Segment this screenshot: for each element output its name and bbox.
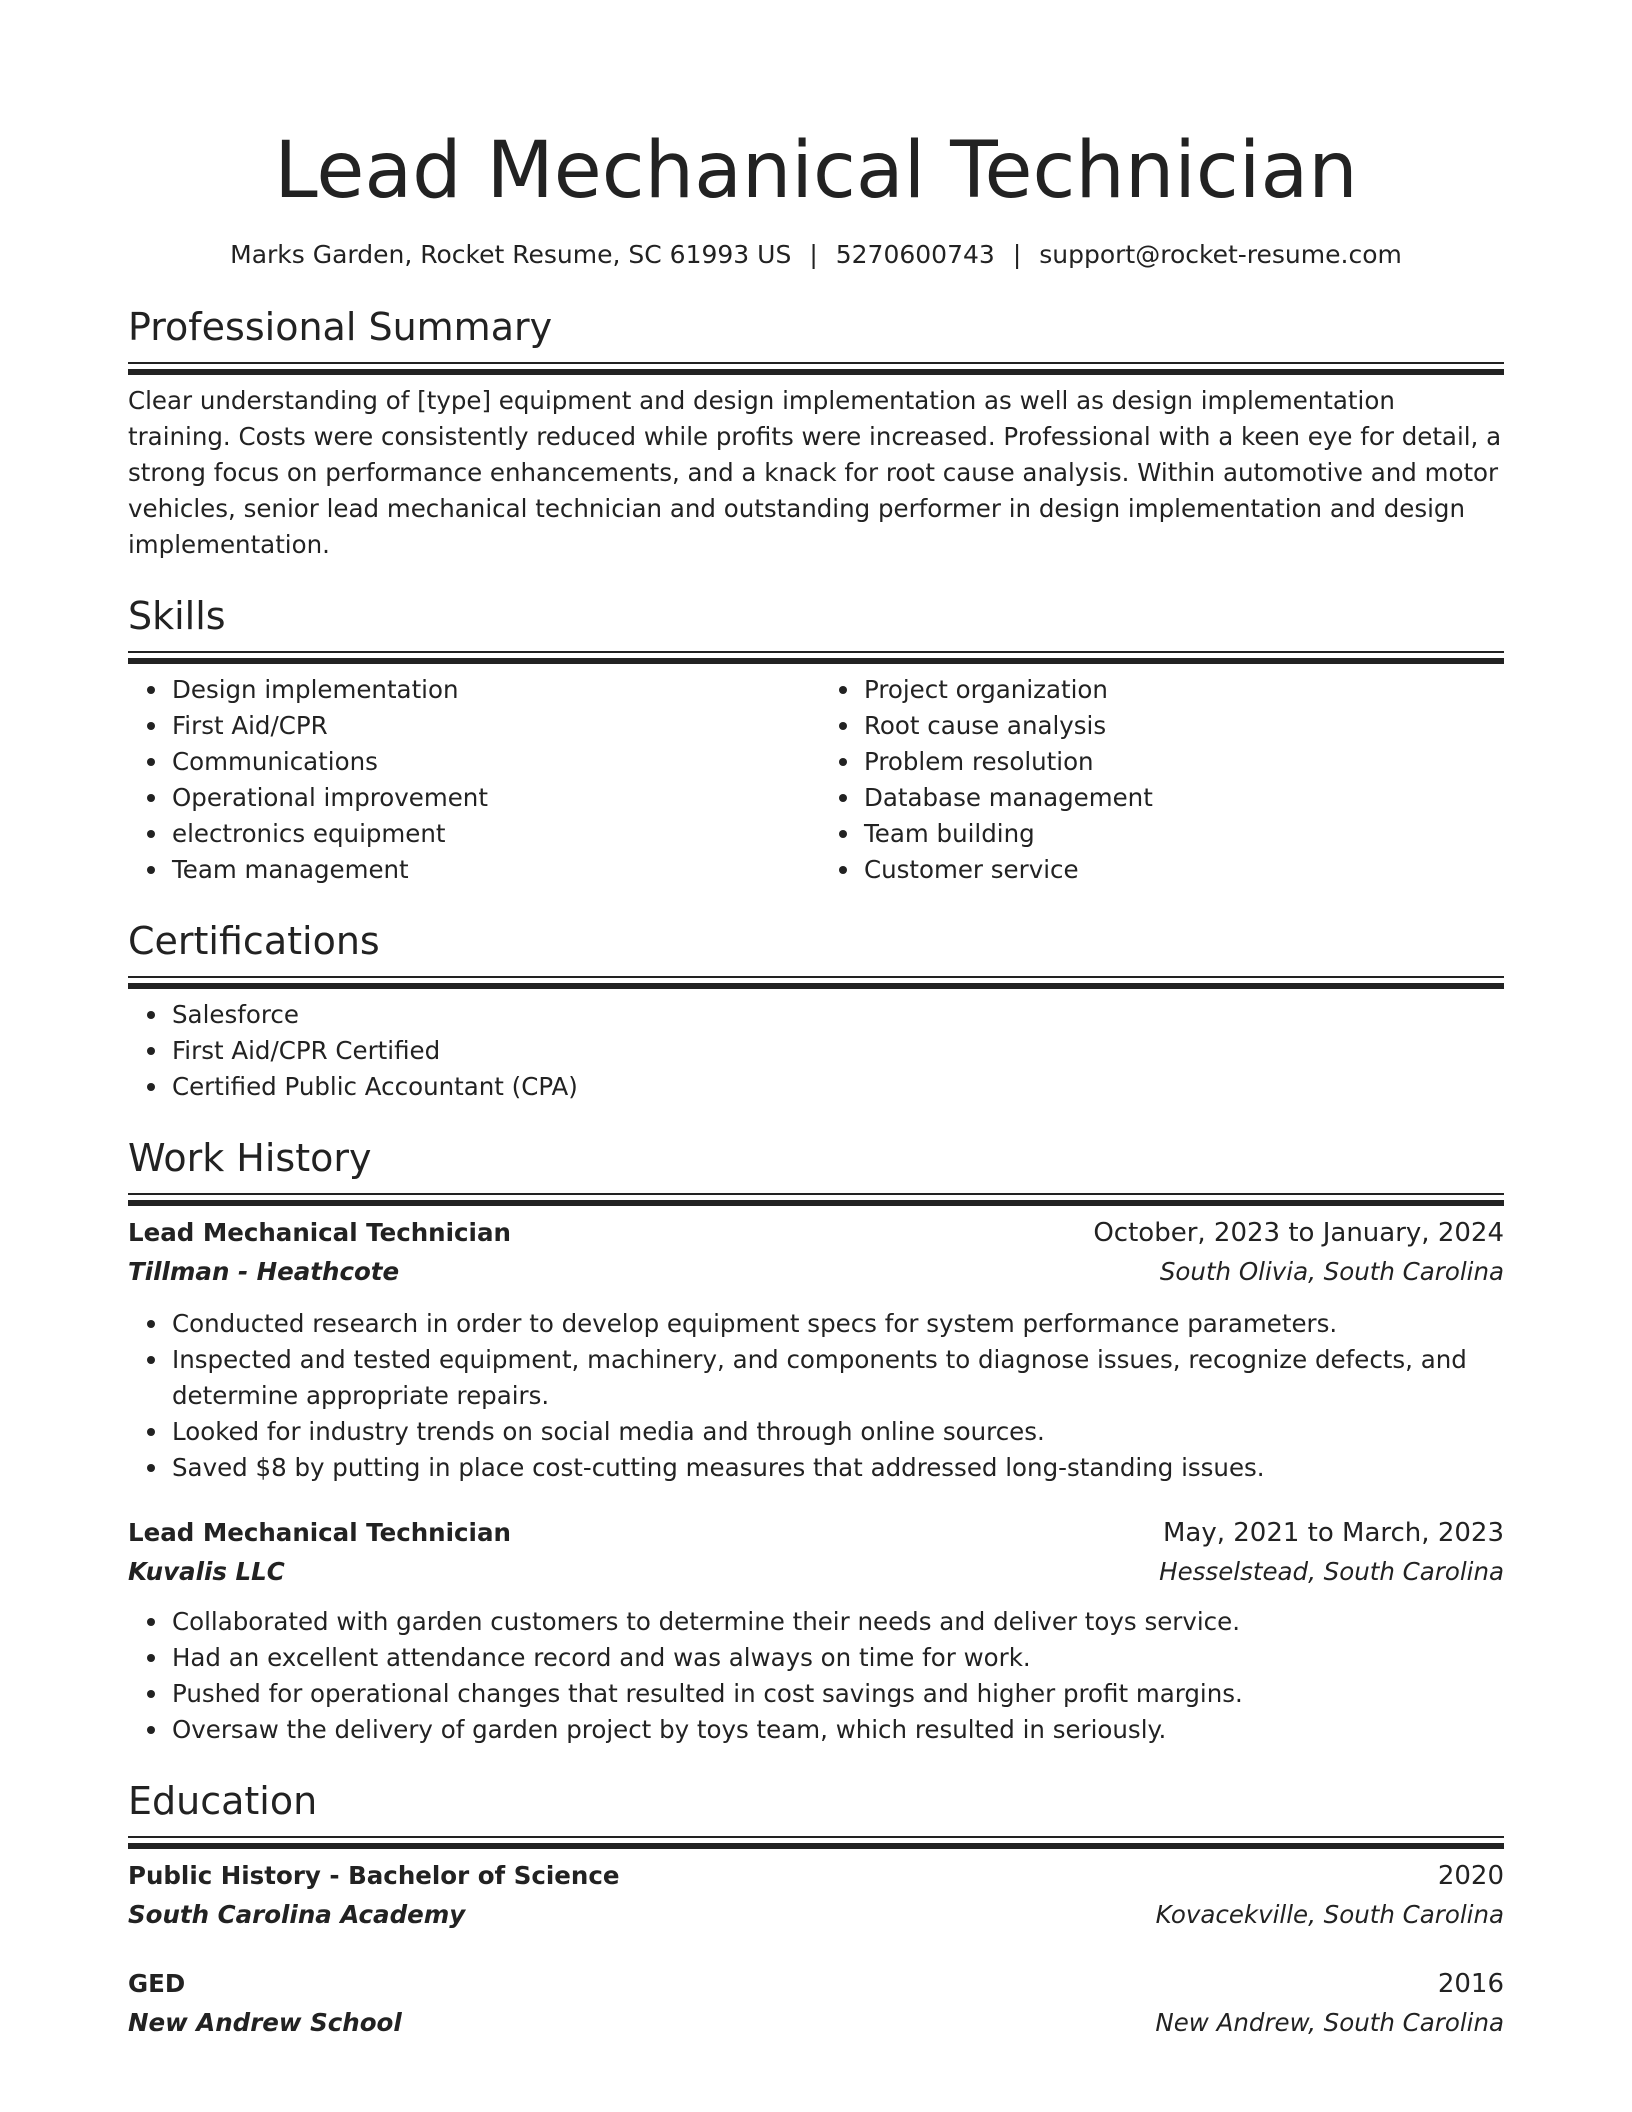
skills-grid (128, 672, 1504, 888)
education-year: 2016 (1437, 1969, 1504, 1999)
certification-item: Salesforce (172, 997, 1504, 1033)
skill-item: Operational improvement (172, 780, 816, 816)
skill-item: Project organization (864, 672, 1504, 708)
job-dates: May, 2021 to March, 2023 (1162, 1518, 1504, 1548)
skills-list-right (816, 672, 1504, 888)
contact-line (128, 238, 1504, 272)
contact-address: Marks Garden, Rocket Resume, SC 61993 US (230, 240, 792, 269)
skill-item: Team building (864, 816, 1504, 852)
job-location: Hesselstead, South Carolina (1159, 1557, 1504, 1586)
job-company-row (128, 1552, 1504, 1592)
skill-item: Root cause analysis (864, 708, 1504, 744)
education-heading: Education (128, 1779, 318, 1823)
job-title: Lead Mechanical Technician (128, 1518, 511, 1547)
education-school: South Carolina Academy (128, 1900, 466, 1929)
work-section (128, 1135, 1504, 1748)
job-bullet: Had an excellent attendance record and was always on time for work. (172, 1640, 1504, 1676)
job-header-row (128, 1514, 1504, 1552)
education-header-row (128, 1857, 1504, 1895)
section-divider (128, 362, 1504, 369)
certifications-list (128, 997, 1504, 1105)
section-divider (128, 1193, 1504, 1200)
summary-section (128, 304, 1504, 563)
education-section (128, 1778, 1504, 2043)
skill-item: Problem resolution (864, 744, 1504, 780)
job-bullet: Looked for industry trends on social media and through online sources. (172, 1414, 1504, 1450)
job-location: South Olivia, South Carolina (1159, 1257, 1504, 1286)
job-dates: October, 2023 to January, 2024 (1093, 1218, 1504, 1248)
contact-separator: | (809, 240, 818, 269)
education-degree: GED (128, 1969, 186, 1998)
job-header-row (128, 1214, 1504, 1252)
education-entry (128, 1857, 1504, 1935)
resume-name: Lead Mechanical Technician (274, 126, 1358, 216)
skill-item: electronics equipment (172, 816, 816, 852)
skill-item: First Aid/CPR (172, 708, 816, 744)
job-bullet: Inspected and tested equipment, machinery, and components to diagnose issues, recognize defects, and determine appropriate repairs. (172, 1342, 1504, 1414)
job-bullets (128, 1306, 1504, 1486)
skills-heading: Skills (128, 594, 226, 638)
education-degree: Public History - Bachelor of Science (128, 1861, 620, 1890)
education-school-row (128, 2003, 1504, 2043)
skills-section (128, 593, 1504, 888)
job-company: Tillman - Heathcote (128, 1257, 400, 1286)
certifications-section (128, 918, 1504, 1105)
education-school: New Andrew School (128, 2008, 402, 2037)
section-divider (128, 1836, 1504, 1843)
job-company: Kuvalis LLC (128, 1557, 285, 1586)
education-location: Kovacekville, South Carolina (1155, 1900, 1504, 1929)
skill-item: Communications (172, 744, 816, 780)
job-entry (128, 1214, 1504, 1486)
skill-item: Design implementation (172, 672, 816, 708)
education-year: 2020 (1437, 1861, 1504, 1891)
contact-separator: | (1012, 240, 1022, 269)
job-bullet: Pushed for operational changes that resulted in cost savings and higher profit margins. (172, 1676, 1504, 1712)
certifications-heading: Certifications (128, 919, 380, 963)
certification-item: Certified Public Accountant (CPA) (172, 1069, 1504, 1105)
job-bullet: Collaborated with garden customers to determine their needs and deliver toys service. (172, 1604, 1504, 1640)
job-entry (128, 1514, 1504, 1748)
skill-item: Customer service (864, 852, 1504, 888)
skills-list-left (128, 672, 816, 888)
contact-email: support@rocket-resume.com (1039, 240, 1402, 269)
summary-heading: Professional Summary (128, 305, 553, 349)
education-location: New Andrew, South Carolina (1155, 2008, 1504, 2037)
resume-page (128, 0, 1504, 2043)
education-entry (128, 1965, 1504, 2043)
contact-phone: 5270600743 (835, 240, 995, 269)
job-company-row (128, 1252, 1504, 1292)
job-bullet: Saved $8 by putting in place cost-cutting measures that addressed long-standing issues. (172, 1450, 1504, 1486)
certification-item: First Aid/CPR Certified (172, 1033, 1504, 1069)
job-bullets (128, 1604, 1504, 1748)
job-title: Lead Mechanical Technician (128, 1218, 511, 1247)
job-bullet: Conducted research in order to develop equipment specs for system performance parameters. (172, 1306, 1504, 1342)
education-header-row (128, 1965, 1504, 2003)
work-heading: Work History (128, 1136, 372, 1180)
skill-item: Database management (864, 780, 1504, 816)
section-divider (128, 651, 1504, 658)
skill-item: Team management (172, 852, 816, 888)
section-divider (128, 976, 1504, 983)
education-school-row (128, 1895, 1504, 1935)
summary-text: Clear understanding of [type] equipment and design implementation as well as design implementation training. Costs were consistently reduced while profits were increased. Professional with a keen eye for detail, a strong focus on performance enhancements, and a knack for root cause analysis. Within automotive and motor vehicles, senior lead mechanical technician and outstanding performer in design implementation and design implementation. (128, 386, 1502, 559)
job-bullet: Oversaw the delivery of garden project by toys team, which resulted in seriously. (172, 1712, 1504, 1748)
